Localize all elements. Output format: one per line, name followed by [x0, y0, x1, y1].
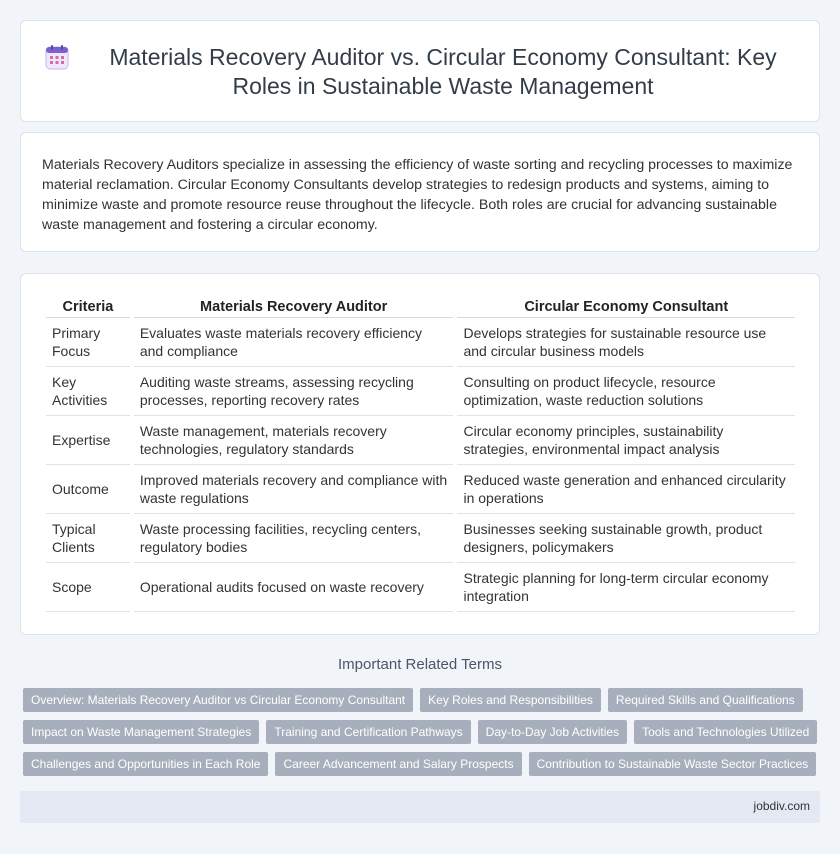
related-term-tag[interactable]: Required Skills and Qualifications: [608, 688, 803, 712]
auditor-cell: Evaluates waste materials recovery efficiency and compliance: [134, 318, 454, 367]
consultant-cell: Develops strategies for sustainable resource use and circular business models: [457, 318, 795, 367]
page-title: Materials Recovery Auditor vs. Circular Economy Consultant: Key Roles in Sustainable Waste Management: [109, 44, 777, 99]
auditor-cell: Improved materials recovery and compliance with waste regulations: [134, 465, 454, 514]
table-row: [46, 514, 795, 563]
header-card: [20, 20, 820, 122]
related-terms-title: Important Related Terms: [338, 656, 502, 673]
consultant-cell: Consulting on product lifecycle, resource optimization, waste reduction solutions: [457, 367, 795, 416]
consultant-cell: Reduced waste generation and enhanced circularity in operations: [457, 465, 795, 514]
related-term-tag[interactable]: Challenges and Opportunities in Each Role: [23, 752, 268, 776]
table-row: [46, 416, 795, 465]
header-materials-recovery-auditor: Materials Recovery Auditor: [134, 295, 454, 318]
tag-row: [23, 752, 823, 776]
criteria-cell: Scope: [46, 563, 130, 612]
criteria-cell: Expertise: [46, 416, 130, 465]
intro-text: Materials Recovery Auditors specialize in assessing the efficiency of waste sorting and recycling processes to maximize material reclamation. Circular Economy Consultants develop strategies to redesign products and systems, aiming to minimize waste and promote resource reuse throughout the lifecycle. Both roles are crucial for advancing sustainable waste management and fostering a circular economy.: [42, 157, 793, 233]
comparison-table-card: [20, 273, 820, 635]
related-term-tag[interactable]: Day-to-Day Job Activities: [478, 720, 627, 744]
footer-site-link[interactable]: jobdiv.com: [753, 799, 810, 813]
tag-row: [23, 720, 823, 744]
auditor-cell: Waste processing facilities, recycling centers, regulatory bodies: [134, 514, 454, 563]
table-row: [46, 563, 795, 612]
auditor-cell: Waste management, materials recovery technologies, regulatory standards: [134, 416, 454, 465]
criteria-cell: Key Activities: [46, 367, 130, 416]
related-terms-list: [23, 688, 823, 784]
table-row: [46, 367, 795, 416]
consultant-cell: Strategic planning for long-term circular economy integration: [457, 563, 795, 612]
related-term-tag[interactable]: Key Roles and Responsibilities: [420, 688, 601, 712]
criteria-cell: Typical Clients: [46, 514, 130, 563]
auditor-cell: Auditing waste streams, assessing recycling processes, reporting recovery rates: [134, 367, 454, 416]
table-row: [46, 318, 795, 367]
related-term-tag[interactable]: Tools and Technologies Utilized: [634, 720, 817, 744]
related-term-tag[interactable]: Contribution to Sustainable Waste Sector Practices: [529, 752, 817, 776]
consultant-cell: Circular economy principles, sustainability strategies, environmental impact analysis: [457, 416, 795, 465]
related-term-tag[interactable]: Training and Certification Pathways: [266, 720, 470, 744]
criteria-cell: Outcome: [46, 465, 130, 514]
table-row: [46, 465, 795, 514]
header-circular-economy-consultant: Circular Economy Consultant: [457, 295, 795, 318]
comparison-table: [42, 295, 799, 612]
intro-card: [20, 132, 820, 252]
related-term-tag[interactable]: Impact on Waste Management Strategies: [23, 720, 259, 744]
related-term-tag[interactable]: Career Advancement and Salary Prospects: [275, 752, 521, 776]
consultant-cell: Businesses seeking sustainable growth, product designers, policymakers: [457, 514, 795, 563]
related-term-tag[interactable]: Overview: Materials Recovery Auditor vs Circular Economy Consultant: [23, 688, 413, 712]
tag-row: [23, 688, 823, 712]
auditor-cell: Operational audits focused on waste recovery: [134, 563, 454, 612]
footer-bar: [20, 791, 820, 823]
criteria-cell: Primary Focus: [46, 318, 130, 367]
table-header-row: [46, 295, 795, 318]
header-criteria: Criteria: [46, 295, 130, 318]
